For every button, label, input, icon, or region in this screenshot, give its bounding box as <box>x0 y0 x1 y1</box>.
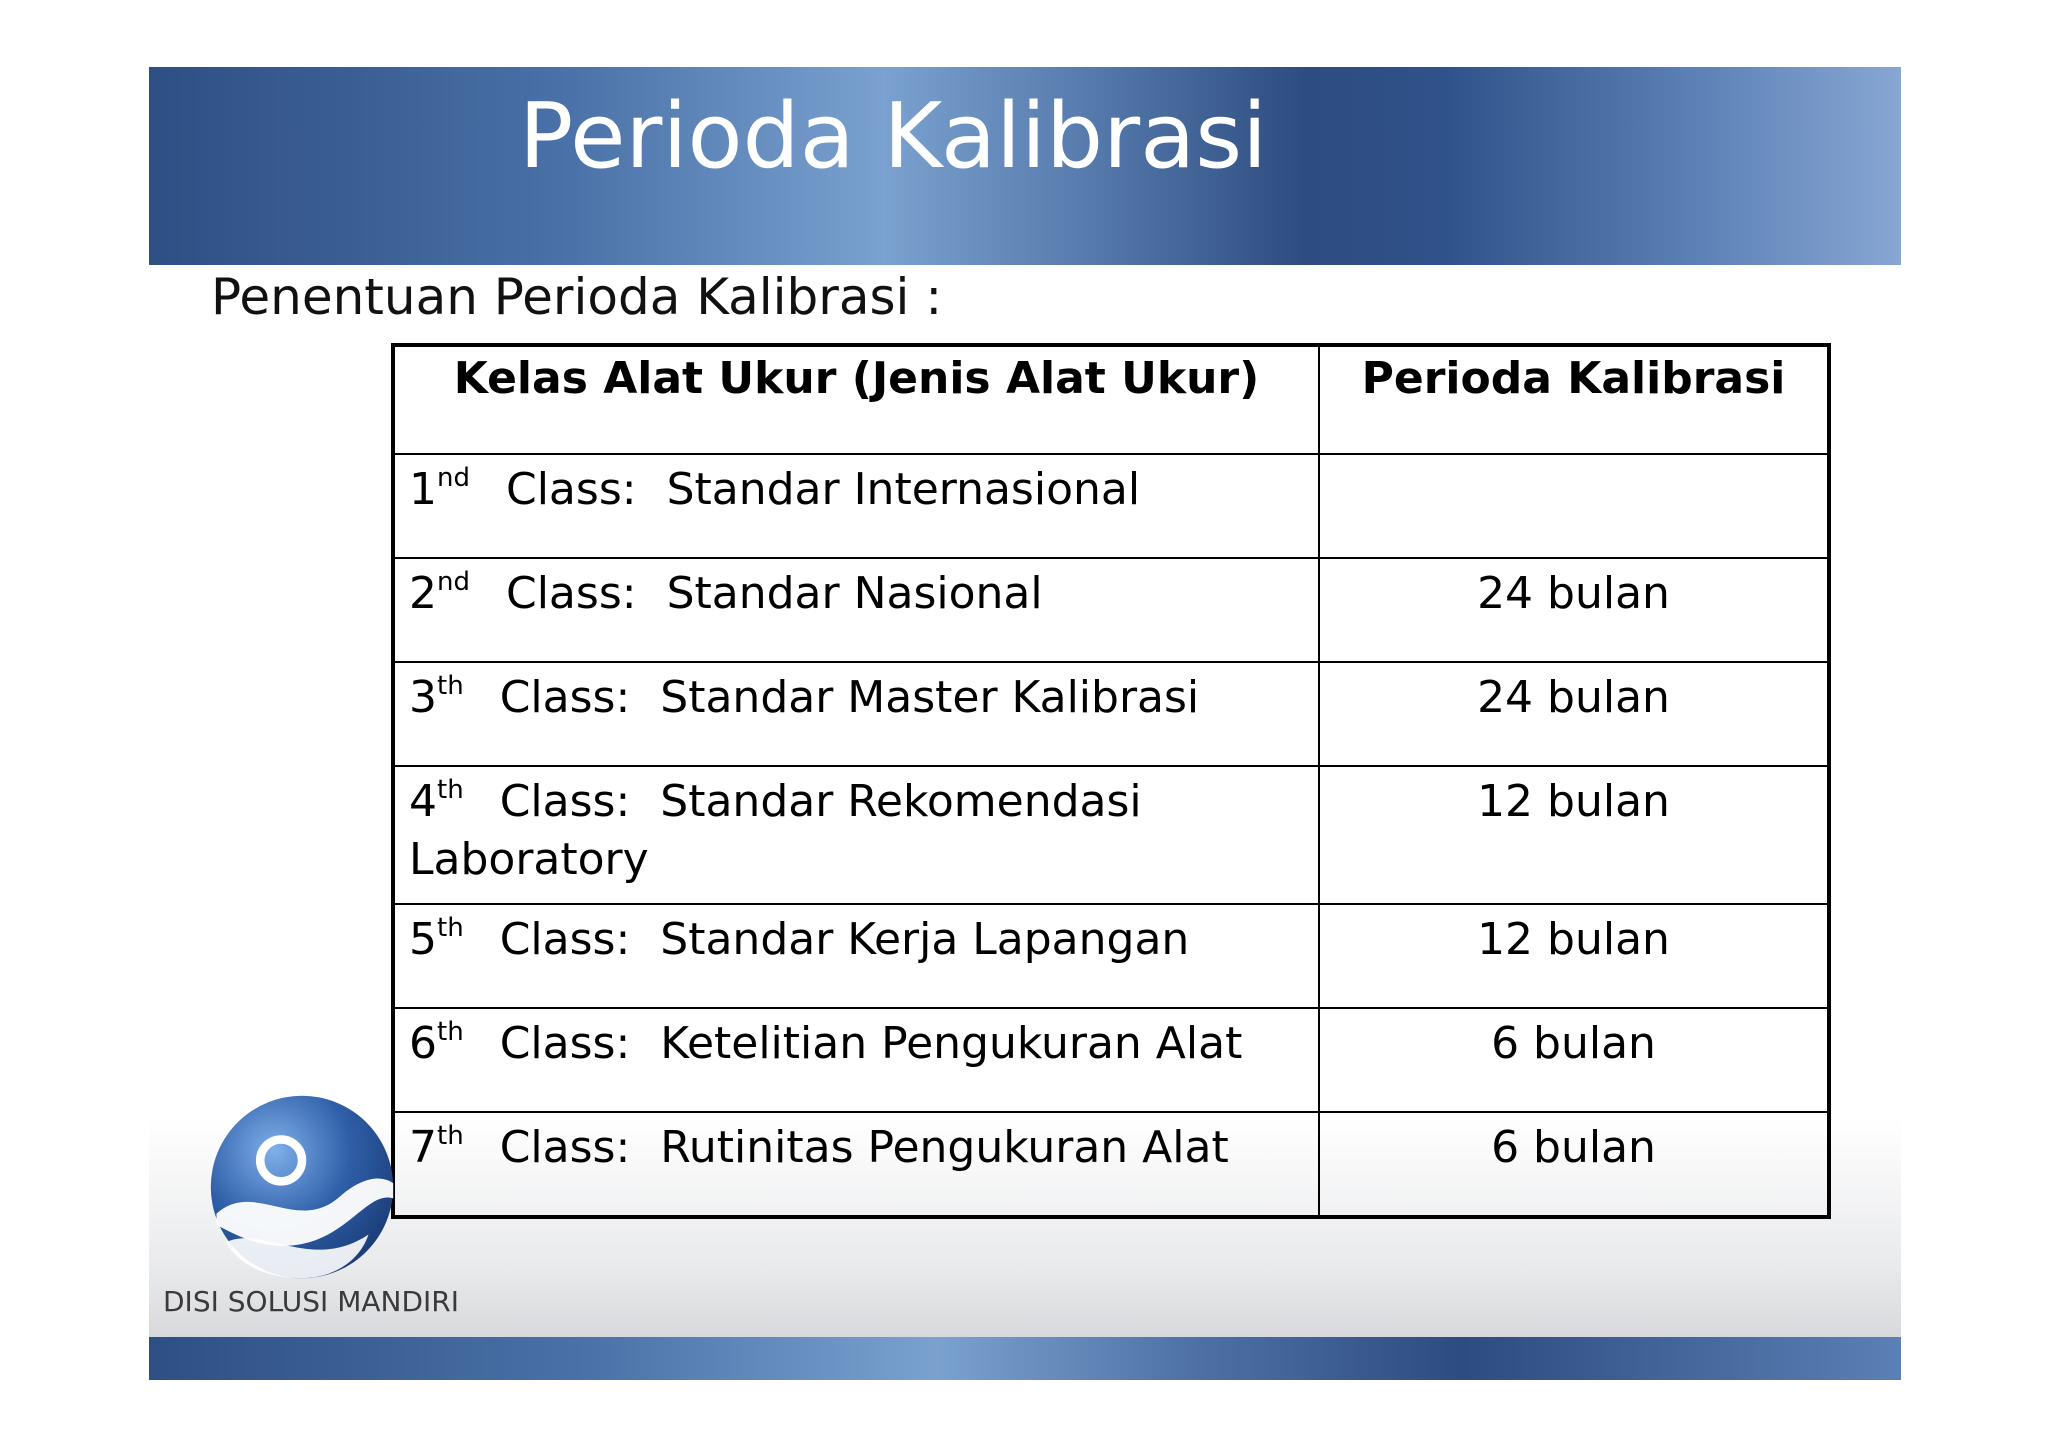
class-description: Rutinitas Pengukuran Alat <box>660 1122 1229 1173</box>
table-row <box>393 766 1829 904</box>
period-cell: 12 bulan <box>1319 766 1829 904</box>
period-cell: 12 bulan <box>1319 904 1829 1008</box>
table-row <box>393 1112 1829 1217</box>
class-cell <box>393 454 1319 558</box>
class-description: Standar Kerja Lapangan <box>660 914 1190 965</box>
slide <box>149 67 1901 1380</box>
class-description: Standar Master Kalibrasi <box>660 672 1200 723</box>
class-cell <box>393 1008 1319 1112</box>
column-header-period: Perioda Kalibrasi <box>1319 345 1829 454</box>
class-number: 5th <box>409 913 464 965</box>
period-cell: 24 bulan <box>1319 558 1829 662</box>
class-number: 4th <box>409 775 464 827</box>
period-cell <box>1319 454 1829 558</box>
class-number: 3th <box>409 671 464 723</box>
class-cell <box>393 766 1319 904</box>
table-row <box>393 662 1829 766</box>
class-number: 2nd <box>409 567 470 619</box>
table-row <box>393 558 1829 662</box>
title-banner <box>149 67 1901 265</box>
column-header-class: Kelas Alat Ukur (Jenis Alat Ukur) <box>393 345 1319 454</box>
company-logo-icon <box>207 1092 397 1282</box>
class-description: Ketelitian Pengukuran Alat <box>660 1018 1243 1069</box>
class-number: 6th <box>409 1017 464 1069</box>
class-description: Standar Rekomendasi Laboratory <box>409 776 1142 885</box>
footer-banner <box>149 1337 1901 1380</box>
class-number: 7th <box>409 1121 464 1173</box>
class-description: Standar Nasional <box>666 568 1043 619</box>
class-cell <box>393 1112 1319 1217</box>
period-cell: 6 bulan <box>1319 1112 1829 1217</box>
calibration-table <box>391 343 1831 1219</box>
class-label: Class: <box>499 1122 631 1173</box>
class-label: Class: <box>505 568 637 619</box>
company-logo-text: DISI SOLUSI MANDIRI <box>163 1285 459 1318</box>
table-row <box>393 454 1829 558</box>
slide-title: Perioda Kalibrasi <box>519 84 1268 189</box>
class-cell <box>393 904 1319 1008</box>
slide-subtitle: Penentuan Perioda Kalibrasi : <box>211 268 943 326</box>
table-row <box>393 904 1829 1008</box>
class-cell <box>393 558 1319 662</box>
period-cell: 24 bulan <box>1319 662 1829 766</box>
table-header-row <box>393 345 1829 454</box>
table-row <box>393 1008 1829 1112</box>
class-label: Class: <box>505 464 637 515</box>
class-cell <box>393 662 1319 766</box>
class-label: Class: <box>499 776 631 827</box>
class-number: 1nd <box>409 463 470 515</box>
class-label: Class: <box>499 672 631 723</box>
class-label: Class: <box>499 914 631 965</box>
class-description: Standar Internasional <box>666 464 1141 515</box>
period-cell: 6 bulan <box>1319 1008 1829 1112</box>
class-label: Class: <box>499 1018 631 1069</box>
